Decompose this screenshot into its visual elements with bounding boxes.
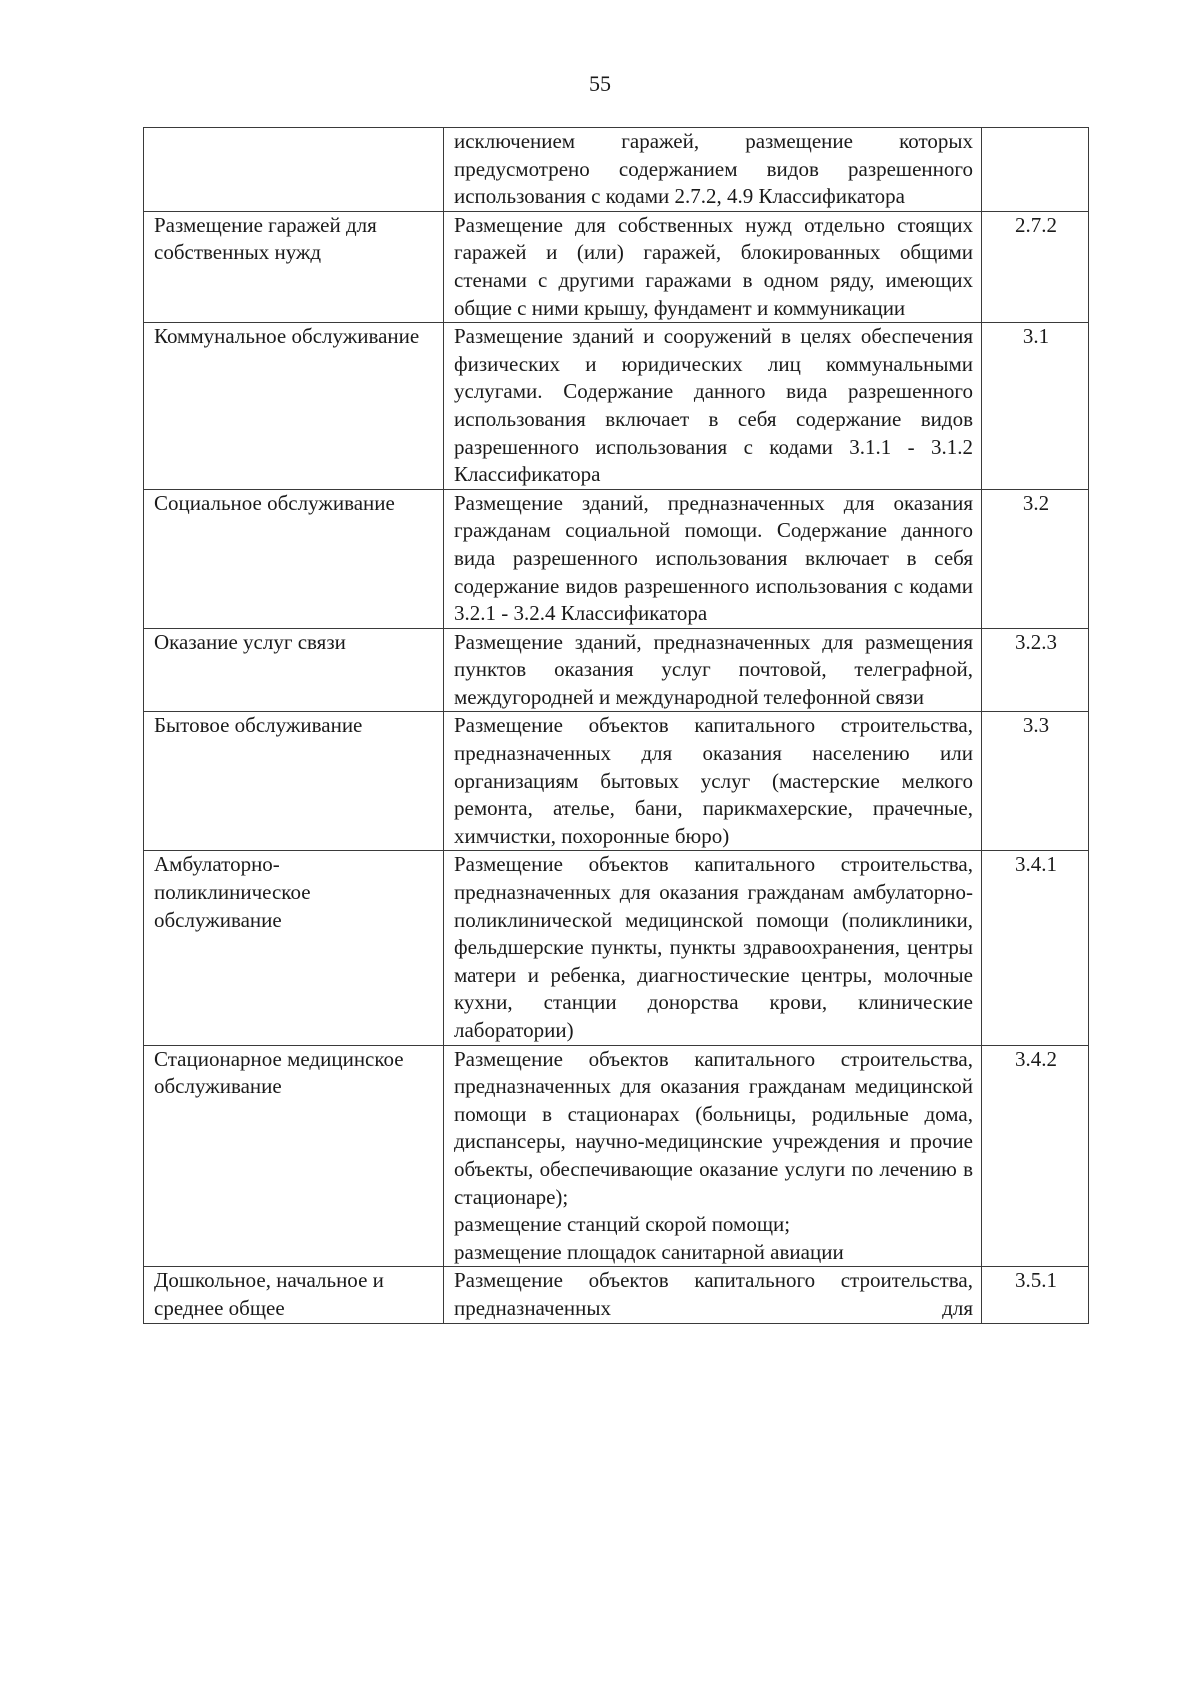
- table-row: [144, 489, 1089, 628]
- use-type-description: [444, 128, 982, 212]
- table-body: [144, 128, 1089, 1324]
- use-type-description: [444, 1045, 982, 1267]
- use-type-description: [444, 323, 982, 490]
- classifier-code: 3.4.1: [982, 851, 1089, 1045]
- table-row: [144, 712, 1089, 851]
- description-paragraph: Размещение зданий и сооружений в целях обеспечения физических и юридических лиц коммунальными услугами. Содержание данного вида разрешенного использования включает в себя содержание видов разрешенного использования с кодами 3.1.1 - 3.1.2 Классификатора: [454, 324, 973, 487]
- use-type-name: Размещение гаражей для собственных нужд: [144, 211, 444, 322]
- table-row: [144, 851, 1089, 1045]
- classifier-code: 2.7.2: [982, 211, 1089, 322]
- use-type-description: [444, 489, 982, 628]
- table-row: [144, 1267, 1089, 1323]
- description-paragraph: исключением гаражей, размещение которых предусмотрено содержанием видов разрешенного использования с кодами 2.7.2, 4.9 Классификатора: [454, 129, 973, 209]
- use-type-description: [444, 211, 982, 322]
- classifier-code: 3.2: [982, 489, 1089, 628]
- use-type-name: Бытовое обслуживание: [144, 712, 444, 851]
- description-paragraph: Размещение объектов капитального строительства, предназначенных для оказания населению или организациям бытовых услуг (мастерские мелкого ремонта, ателье, бани, парикмахерские, прачечные, химчистки, похоронные бюро): [454, 713, 973, 848]
- classifier-code: [982, 128, 1089, 212]
- use-type-name: Амбулаторно-поликлиническое обслуживание: [144, 851, 444, 1045]
- land-use-table: [143, 127, 1089, 1324]
- use-type-name: Оказание услуг связи: [144, 628, 444, 712]
- use-type-description: [444, 1267, 982, 1323]
- classifier-code: 3.1: [982, 323, 1089, 490]
- description-paragraph: размещение станций скорой помощи;: [454, 1212, 791, 1237]
- use-type-name: Коммунальное обслуживание: [144, 323, 444, 490]
- description-paragraph: Размещение зданий, предназначенных для оказания гражданам социальной помощи. Содержание данного вида разрешенного использования включает в себя содержание видов разрешенного использования с кодами 3.2.1 - 3.2.4 Классификатора: [454, 490, 973, 626]
- description-paragraph: Размещение объектов капитального строительства, предназначенных для оказания гражданам медицинской помощи в стационарах (больницы, родильные дома, диспансеры, научно-медицинские учреждения и прочие объекты, обеспечивающие оказание услуги по лечению в стационаре);: [454, 1046, 973, 1209]
- description-paragraph: Размещение для собственных нужд отдельно стоящих гаражей и (или) гаражей, блокированных общими стенами с другими гаражами в одном ряду, имеющих общие с ними крышу, фундамент и коммуникации: [454, 212, 973, 320]
- classifier-code: 3.4.2: [982, 1045, 1089, 1267]
- classifier-code: 3.3: [982, 712, 1089, 851]
- table-row: [144, 128, 1089, 212]
- description-paragraph: размещение площадок санитарной авиации: [454, 1239, 844, 1264]
- description-paragraph: Размещение объектов капитального строительства, предназначенных для: [454, 1268, 973, 1320]
- use-type-name: Дошкольное, начальное и среднее общее: [144, 1267, 444, 1323]
- table-row: [144, 323, 1089, 490]
- description-paragraph: Размещение объектов капитального строительства, предназначенных для оказания гражданам амбулаторно-поликлинической медицинской помощи (поликлиники, фельдшерские пункты, пункты здравоохранения, центры матери и ребенка, диагностические центры, молочные кухни, станции донорства крови, клинические лаборатории): [454, 852, 973, 1042]
- table-row: [144, 1045, 1089, 1267]
- use-type-description: [444, 851, 982, 1045]
- description-paragraph: Размещение зданий, предназначенных для размещения пунктов оказания услуг почтовой, телеграфной, междугородней и международной телефонной связи: [454, 629, 973, 709]
- use-type-name: Социальное обслуживание: [144, 489, 444, 628]
- page-number: 55: [589, 71, 611, 96]
- table-row: [144, 628, 1089, 712]
- table-row: [144, 211, 1089, 322]
- use-type-description: [444, 628, 982, 712]
- use-type-description: [444, 712, 982, 851]
- classifier-code: 3.2.3: [982, 628, 1089, 712]
- use-type-name: [144, 128, 444, 212]
- use-type-name: Стационарное медицинское обслуживание: [144, 1045, 444, 1267]
- classifier-code: 3.5.1: [982, 1267, 1089, 1323]
